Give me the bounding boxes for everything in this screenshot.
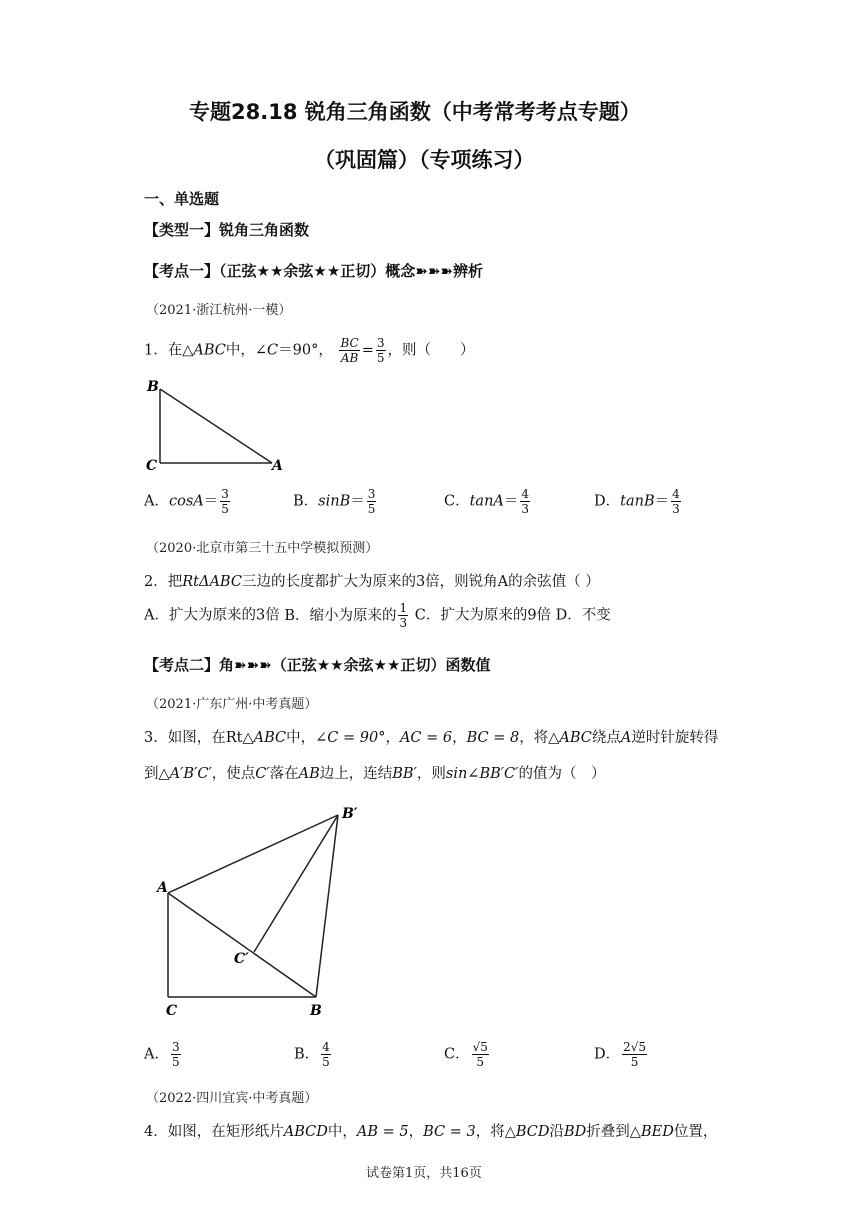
q3-label-a: A — [157, 880, 168, 896]
q3-label-bprime: B′ — [342, 806, 358, 822]
kaodian-heading-2: 【考点二】角➽➽➽（正弦★★余弦★★正切）函数值 — [144, 656, 491, 674]
q3-label-c: C — [166, 1003, 178, 1019]
q3-option-b[interactable]: B． $\frac{4}{5}$ — [294, 1040, 330, 1069]
q1-stem: 1．在△ABC中，∠C＝90°， $\frac{BC}{AB}$ = $\frac{3}{5}$ ，则（ ） — [144, 336, 475, 365]
q3-rotation-figure — [150, 800, 370, 1020]
q3-option-a[interactable]: A． $\frac{3}{5}$ — [144, 1040, 180, 1069]
type-heading: 【类型一】锐角三角函数 — [144, 221, 310, 239]
q2-option-c[interactable]: C．扩大为原来的9倍 — [414, 607, 552, 624]
q2-option-a[interactable]: A．扩大为原来的3倍 — [144, 607, 280, 624]
q3-label-b: B — [310, 1003, 322, 1019]
q1-label-a: A — [272, 458, 283, 474]
q2-option-d[interactable]: D．不变 — [555, 607, 611, 624]
page-title-line1: 专题28.18 锐角三角函数（中考常考考点专题） — [189, 100, 641, 124]
q4-stem: 4．如图，在矩形纸片ABCD中，AB = 5，BC = 3，将△BCD沿BD折叠到△BED位置， — [144, 1124, 718, 1140]
q1-ratio-value: $\frac{3}{5}$ — [376, 336, 385, 365]
q1-option-b[interactable]: B．sinB＝ $\frac{3}{5}$ — [293, 487, 376, 516]
q2-options — [144, 601, 611, 630]
q1-label-b: B — [147, 379, 159, 395]
q3-option-c[interactable]: C． $\frac{√5}{5}$ — [444, 1040, 488, 1069]
q1-triangle-figure — [140, 372, 290, 476]
section-heading: 一、单选题 — [144, 190, 220, 208]
q2-source: （2020·北京市第三十五中学模拟预测） — [146, 541, 379, 556]
q2-stem: 2．把RtΔABC三边的长度都扩大为原来的3倍，则锐角A的余弦值（ ） — [144, 574, 600, 590]
q1-source: （2021·浙江杭州·一模） — [146, 303, 292, 318]
kaodian-heading-1: 【考点一】（正弦★★余弦★★正切）概念➽➽➽辨析 — [144, 262, 483, 280]
q1-label-c: C — [146, 458, 158, 474]
q1-option-d[interactable]: D．tanB＝ $\frac{4}{3}$ — [594, 487, 680, 516]
page-title-line2: （巩固篇）（专项练习） — [314, 148, 535, 172]
q3-source: （2021·广东广州·中考真题） — [146, 697, 318, 712]
q3-stem-line2: 到△A′B′C′，使点C′落在AB边上，连结BB′，则sin∠BB′C′的值为（ ） — [144, 766, 606, 782]
q3-stem-line1: 3．如图，在Rt△ABC中，∠C = 90°，AC = 6，BC = 8，将△ABC绕点A逆时针旋转得 — [144, 730, 719, 746]
page-footer: 试卷第1页，共16页 — [366, 1166, 482, 1181]
q2-option-b[interactable]: B．缩小为原来的 $\frac{1}{3}$ — [284, 601, 408, 630]
q1-ratio: $\frac{BC}{AB}$ — [340, 336, 359, 365]
q1-option-c[interactable]: C．tanA＝ $\frac{4}{3}$ — [444, 487, 530, 516]
q1-option-a[interactable]: A．cosA＝ $\frac{3}{5}$ — [144, 487, 229, 516]
q4-source: （2022·四川宜宾·中考真题） — [146, 1091, 318, 1106]
q3-option-d[interactable]: D． $\frac{2√5}{5}$ — [594, 1040, 647, 1069]
q3-label-cprime: C′ — [234, 951, 249, 967]
